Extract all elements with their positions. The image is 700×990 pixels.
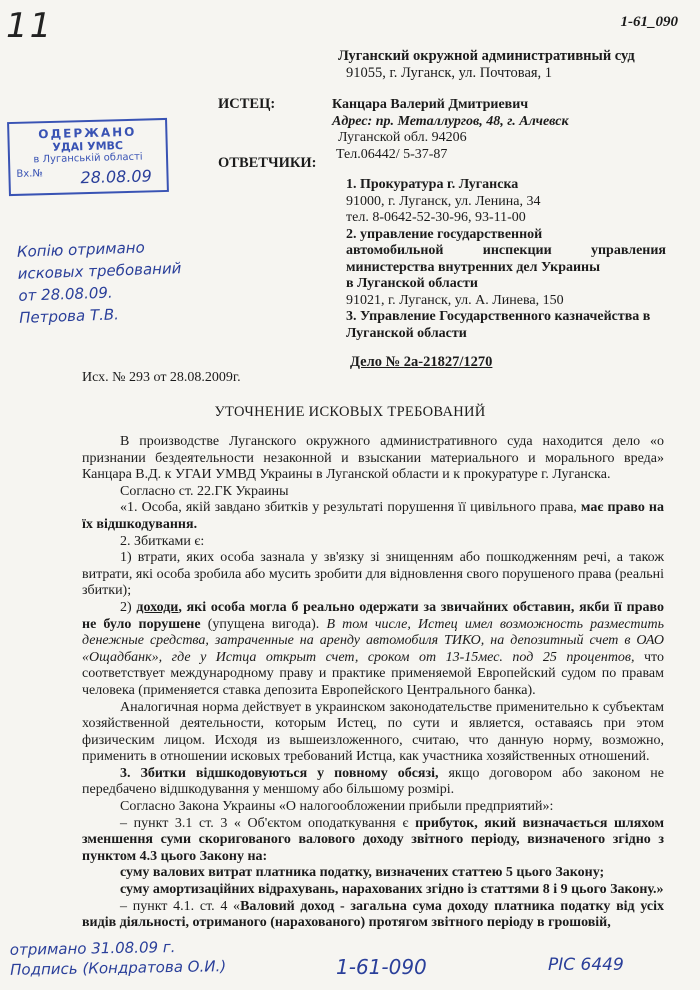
income-word: доходи — [136, 599, 179, 615]
handnote-line-3: от 28.08.09. — [18, 283, 113, 305]
para-tax-law: Согласно Закона Украины «О налогообложении прибыли предприятий»: — [120, 799, 554, 815]
stamp-line-4: Вх.№ — [16, 168, 43, 180]
footer-left-line-2: Подпись (Кондратова О.И.) — [10, 957, 227, 979]
corner-mark: 11 — [6, 6, 54, 46]
footer-handwritten-receipt — [10, 936, 227, 980]
para-clause-3 — [82, 766, 664, 799]
handnote-line-4: Петрова Т.В. — [18, 305, 120, 327]
stamp-date: 28.08.09 — [80, 166, 153, 188]
para-income — [82, 600, 664, 700]
income-bold: , які особа могла б реально одержати за звичайних обставин, якби її право не було порушене — [82, 599, 664, 632]
para-item-3-1 — [82, 816, 664, 866]
plaintiff-label: ИСТЕЦ: — [218, 96, 276, 112]
received-stamp — [7, 118, 169, 196]
defendant-1-address: 91000, г. Луганск, ул. Ленина, 34 — [346, 193, 541, 209]
court-block — [338, 48, 635, 82]
para-losses: 1) втрати, яких особа зазнала у зв'язку зі знищенням або пошкодженням речі, а також витрати, які особа зробила або мусить зробити для відновлення свого порушеного права (реальні збитки); — [82, 550, 664, 599]
plaintiff-address: Адрес: пр. Металлургов, 48, г. Алчевск — [332, 113, 569, 129]
defendant-3-line-1: 3. Управление Государственного казначейства в — [346, 309, 651, 324]
footer-left-line-1: отримано 31.08.09 г. — [9, 937, 176, 959]
plaintiff-phone: Тел.06442/ 5-37-87 — [336, 146, 448, 162]
defendant-2-line-1: 2. управление государственной — [346, 226, 543, 242]
income-lost-profit: (упущена вигода). — [200, 616, 327, 632]
defendant-2-line-4: в Луганской области — [346, 276, 478, 291]
income-num: 2) — [120, 599, 137, 615]
footer-handwritten-code: РІС 6449 — [548, 955, 624, 975]
para-item-4-1 — [82, 899, 664, 932]
handnote-line-2: исковых требований — [17, 259, 182, 283]
income-italic: В том числе, Истец имел возможность разместить денежные средства, затраченные на аренду автомобиля ТИКО, на депозитный счет в ОАО «Ощадбанк», где у Истца открыт счет, сроком от 13-15мес. под 25 процентов, — [82, 616, 664, 665]
outgoing-reference: Исх. № 293 от 28.08.2009г. — [82, 370, 241, 385]
stamp-line-2: УДАІ УМВС — [52, 139, 124, 154]
para-intro: В производстве Луганского окружного административного суда находится дело «о признании бездеятельности незаконной и взыскании материального и морального вреда» Канцара В.Д. к УГАИ УМВД Украины в Луганской области и к прокуратуре г. Луганска. — [82, 434, 664, 483]
clause-3-bold: 3. Збитки відшкодовуються у повному обсязі, — [120, 765, 439, 781]
defendants-label: ОТВЕТЧИКИ: — [218, 155, 317, 171]
handnote-line-1: Копію отримано — [16, 238, 146, 261]
para-analog: Аналогичная норма действует в украинском законодательстве применительно к субъектам хозяйственной деятельности, которым Истец, по сути и является, оставаясь при этом физическим лицом. Исходя из вышеизложенного, считаю, что данную норму, возможно, применить в отношении исковых требований Истца, как участника хозяйственных отношений. — [82, 699, 664, 765]
item-4-1-bold: Валовий доход - загальна сума доходу платника податку від усіх видів діяльності, отриманого (нарахованого) протягом звітного періоду в грошовій, — [82, 898, 665, 931]
stamp-line-1: ОДЕРЖАНО — [38, 124, 137, 142]
para-gross-costs: суму валових витрат платника податку, визначених статтею 5 цього Закону; — [120, 865, 605, 881]
footer-handwritten-number: 1-61-090 — [336, 955, 427, 979]
clause-3-text: якщо договором або законом не передбачено відшкодування у меншому або більшому розмірі. — [82, 765, 664, 798]
defendant-2-address: 91021, г. Луганск, ул. А. Линева, 150 — [346, 292, 564, 308]
handwritten-receipt-note — [17, 235, 184, 329]
defendant-2-line-2: автомобильной инспекции управления — [346, 243, 666, 258]
para-amortization: суму амортизаційних відрахувань, нарахованих згідно із статтями 8 і 9 цього Закону.» — [120, 882, 664, 898]
item-3-1-text: – пункт 3.1 ст. 3 « Об'єктом оподаткування є — [120, 815, 416, 831]
clause-1-text: «1. Особа, якій завдано збитків у результаті порушення її цивільного права, — [120, 500, 581, 516]
defendants-block — [346, 177, 666, 342]
defendant-1-name: 1. Прокуратура г. Луганска — [346, 177, 519, 192]
para-clause-1 — [82, 500, 664, 533]
income-tail: что соответствует международному праву и практике применяемой Европейский судом по правам человека (применяется ставка депозита Европейского Центрального банка). — [82, 649, 664, 698]
defendant-3-line-2: Луганской области — [346, 325, 467, 341]
court-name: Луганский окружной административный суд — [338, 48, 635, 64]
item-3-1-bold: прибуток, який визначається шляхом зменшення суми скоригованого валового доходу звітного періоду, визначеного згідно з пунктом 4.3 цього Закону на: — [82, 815, 664, 864]
doc-code: 1-61_090 — [620, 14, 678, 30]
court-address: 91055, г. Луганск, ул. Почтовая, 1 — [346, 65, 553, 81]
plaintiff-region: Луганской обл. 94206 — [338, 130, 467, 145]
plaintiff-name: Канцара Валерий Дмитриевич — [332, 97, 529, 112]
defendant-1-phone: тел. 8-0642-52-30-96, 93-11-00 — [346, 210, 526, 225]
para-clause-2: 2. Збитками є: — [120, 533, 205, 549]
case-number: Дело № 2а-21827/1270 — [350, 354, 493, 370]
para-article: Согласно ст. 22.ГК Украины — [120, 483, 289, 499]
stamp-line-3: в Луганській області — [33, 151, 143, 166]
document-title: УТОЧНЕНИЕ ИСКОВЫХ ТРЕБОВАНИЙ — [214, 404, 486, 420]
plaintiff-block — [332, 97, 569, 163]
item-4-1-text: – пункт 4.1. ст. 4 « — [120, 898, 241, 914]
document-body — [82, 434, 664, 932]
defendant-2-line-3: министерства внутренних дел Украины — [346, 259, 601, 275]
clause-1-bold: має право на їх відшкодування. — [82, 500, 664, 532]
